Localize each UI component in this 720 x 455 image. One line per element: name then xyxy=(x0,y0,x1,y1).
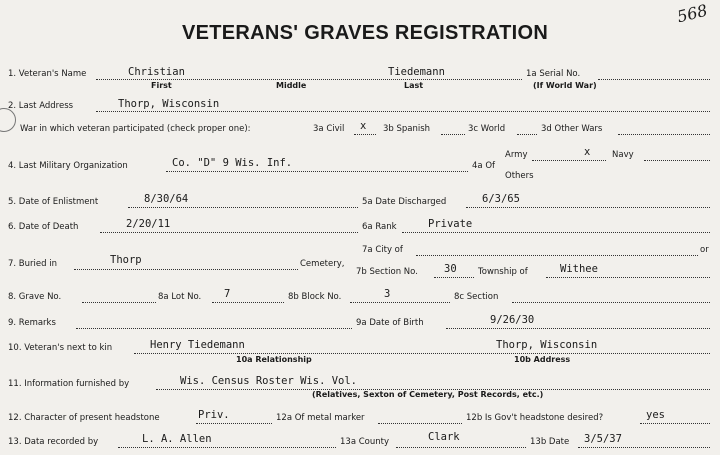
rank-value: Private xyxy=(428,218,473,230)
metal-label: 12a Of metal marker xyxy=(276,413,365,423)
recorded-label: 13. Data recorded by xyxy=(8,437,99,447)
enlistment-line xyxy=(128,207,358,208)
section8c-line xyxy=(512,302,710,303)
township-line xyxy=(546,277,710,278)
lot-line xyxy=(212,302,284,303)
grave-line xyxy=(82,302,156,303)
veteran-name-label: 1. Veteran's Name xyxy=(8,69,87,79)
grave-label: 8. Grave No. xyxy=(8,292,62,302)
info-note: (Relatives, Sexton of Cemetery, Post Records, etc.) xyxy=(312,390,544,399)
form-title: VETERANS' GRAVES REGISTRATION xyxy=(182,22,549,44)
kin-name: Henry Tiedemann xyxy=(150,339,245,351)
war-civil-line xyxy=(354,134,376,135)
city-line xyxy=(416,255,698,256)
military-org-value: Co. "D" 9 Wis. Inf. xyxy=(172,157,293,169)
headstone-label: 12. Character of present headstone xyxy=(8,413,160,423)
remarks-label: 9. Remarks xyxy=(8,318,56,328)
veteran-name-line xyxy=(96,79,522,80)
kin-label: 10. Veteran's next to kin xyxy=(8,343,113,353)
war-civil-label: 3a Civil xyxy=(313,124,345,134)
discharged-line xyxy=(466,207,710,208)
war-spanish-line xyxy=(441,134,465,135)
section-value: 30 xyxy=(444,263,457,275)
or-label: or xyxy=(700,245,709,255)
block-line xyxy=(350,302,450,303)
war-world-label: 3c World xyxy=(468,124,506,134)
last-address-label: 2. Last Address xyxy=(8,101,74,111)
buried-label: 7. Buried in xyxy=(8,259,57,269)
serial-note: (If World War) xyxy=(533,81,597,90)
address-label: 10b Address xyxy=(514,355,571,364)
last-address-line xyxy=(96,111,710,112)
rank-label: 6a Rank xyxy=(362,222,397,232)
navy-label: Navy xyxy=(612,150,634,160)
section8c-label: 8c Section xyxy=(454,292,499,302)
lot-value: 7 xyxy=(224,288,231,300)
middle-label: Middle xyxy=(276,81,307,90)
serial-label: 1a Serial No. xyxy=(526,69,581,79)
cemetery-line xyxy=(74,269,298,270)
discharged-label: 5a Date Discharged xyxy=(362,197,447,207)
rank-line xyxy=(402,232,710,233)
birth-label: 9a Date of Birth xyxy=(356,318,424,328)
block-value: 3 xyxy=(384,288,391,300)
info-label: 11. Information furnished by xyxy=(8,379,130,389)
info-source: Wis. Census Roster Wis. Vol. xyxy=(180,375,358,387)
death-line xyxy=(100,232,358,233)
date-line xyxy=(578,447,710,448)
enlistment-date: 8/30/64 xyxy=(144,193,189,205)
record-date: 3/5/37 xyxy=(584,433,622,445)
discharged-date: 6/3/65 xyxy=(482,193,520,205)
first-name: Christian xyxy=(128,66,185,78)
last-name: Tiedemann xyxy=(388,66,445,78)
death-date: 2/20/11 xyxy=(126,218,171,230)
military-org-label: 4. Last Military Organization xyxy=(8,161,128,171)
relationship-label: 10a Relationship xyxy=(236,355,312,364)
birth-date: 9/26/30 xyxy=(490,314,535,326)
lot-label: 8a Lot No. xyxy=(158,292,202,302)
remarks-line xyxy=(76,328,352,329)
headstone-line xyxy=(196,423,272,424)
war-other-label: 3d Other Wars xyxy=(541,124,603,134)
township-label: Township of xyxy=(478,267,528,277)
enlistment-label: 5. Date of Enlistment xyxy=(8,197,99,207)
city-label: 7a City of xyxy=(362,245,403,255)
block-label: 8b Block No. xyxy=(288,292,342,302)
county-label: 13a County xyxy=(340,437,389,447)
county-value: Clark xyxy=(428,431,460,443)
death-label: 6. Date of Death xyxy=(8,222,79,232)
kin-line xyxy=(134,353,710,354)
last-label: Last xyxy=(404,81,424,90)
war-other-line xyxy=(618,134,710,135)
birth-line xyxy=(446,328,710,329)
metal-line xyxy=(378,423,462,424)
others-label: Others xyxy=(505,171,534,181)
kin-address: Thorp, Wisconsin xyxy=(496,339,598,351)
of-label: 4a Of xyxy=(472,161,496,171)
cemetery-label: Cemetery, xyxy=(300,259,345,269)
recorded-by: L. A. Allen xyxy=(142,433,212,445)
military-org-line xyxy=(166,171,468,172)
section-label: 7b Section No. xyxy=(356,267,418,277)
govt-label: 12b Is Gov't headstone desired? xyxy=(466,413,604,423)
cemetery-value: Thorp xyxy=(110,254,142,266)
serial-line xyxy=(598,79,710,80)
govt-answer: yes xyxy=(646,409,665,421)
last-address-value: Thorp, Wisconsin xyxy=(118,98,220,110)
war-spanish-label: 3b Spanish xyxy=(383,124,431,134)
corner-number: 568 xyxy=(675,0,710,27)
date-label: 13b Date xyxy=(530,437,570,447)
navy-line xyxy=(644,160,710,161)
headstone-value: Priv. xyxy=(198,409,230,421)
war-civil-mark: x xyxy=(360,120,367,132)
army-label: Army xyxy=(505,150,528,160)
army-mark: x xyxy=(584,146,591,158)
township-value: Withee xyxy=(560,263,598,275)
first-label: First xyxy=(151,81,172,90)
county-line xyxy=(396,447,526,448)
war-label: War in which veteran participated (check proper one): xyxy=(20,124,251,134)
recorded-line xyxy=(118,447,336,448)
army-line xyxy=(532,160,606,161)
section-line xyxy=(434,277,474,278)
govt-line xyxy=(640,423,710,424)
war-world-line xyxy=(517,134,537,135)
punch-hole-mark xyxy=(0,108,16,132)
